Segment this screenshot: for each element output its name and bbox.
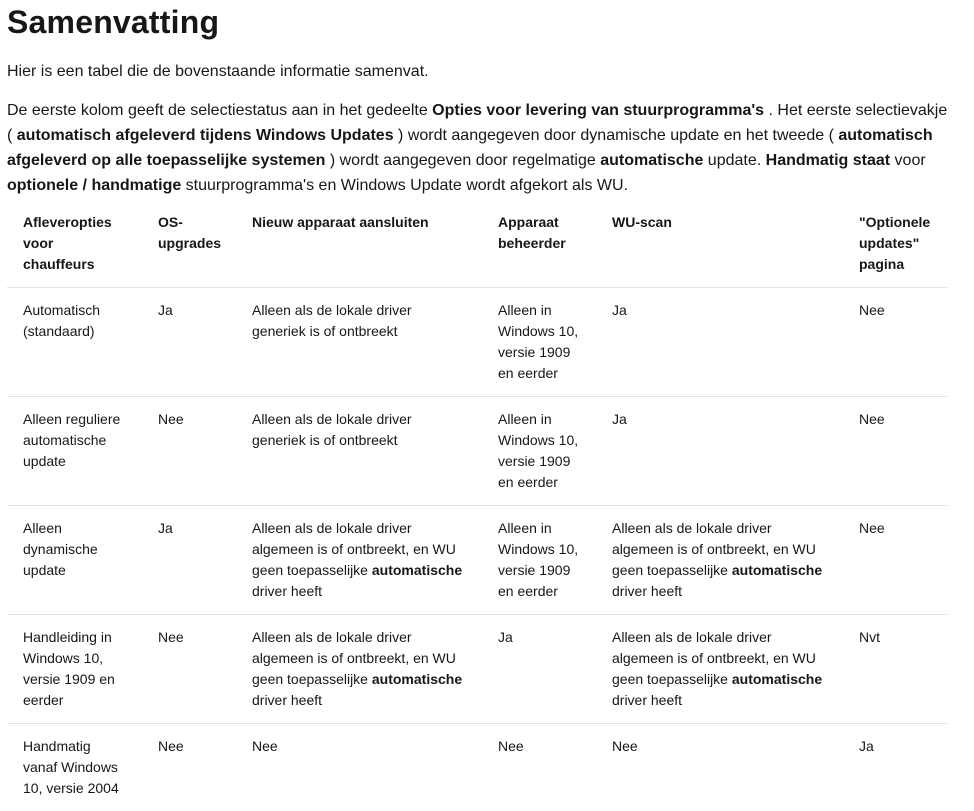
table-cell: Ja	[142, 288, 236, 397]
table-row	[7, 288, 947, 397]
table-cell: Alleen in Windows 10, versie 1909 en eerder	[482, 288, 596, 397]
column-header: Nieuw apparaat aansluiten	[236, 209, 482, 288]
table-header-row	[7, 209, 947, 288]
table-row	[7, 615, 947, 724]
table-cell: Nee	[142, 724, 236, 811]
table-row	[7, 724, 947, 811]
table-cell: Ja	[843, 724, 947, 811]
table-cell: Ja	[482, 615, 596, 724]
intro-paragraph: Hier is een tabel die de bovenstaande informatie samenvat.	[7, 59, 967, 84]
summary-table	[7, 209, 947, 811]
table-cell: Alleen reguliere automatische update	[7, 397, 142, 506]
table-cell: Alleen als de lokale driver generiek is of ontbreekt	[236, 397, 482, 506]
table-row	[7, 506, 947, 615]
table-cell: Alleen als de lokale driver algemeen is of ontbreekt, en WU geen toepasselijke automatische driver heeft	[236, 615, 482, 724]
column-header: Afleveropties voor chauffeurs	[7, 209, 142, 288]
table-cell: Ja	[142, 506, 236, 615]
table-cell: Alleen als de lokale driver algemeen is of ontbreekt, en WU geen toepasselijke automatische driver heeft	[236, 506, 482, 615]
table-cell: Ja	[596, 397, 843, 506]
table-cell: Ja	[596, 288, 843, 397]
column-header: WU-scan	[596, 209, 843, 288]
table-cell: Handmatig vanaf Windows 10, versie 2004	[7, 724, 142, 811]
table-cell: Alleen als de lokale driver algemeen is of ontbreekt, en WU geen toepasselijke automatische driver heeft	[596, 506, 843, 615]
table-cell: Nvt	[843, 615, 947, 724]
column-header: "Optionele updates" pagina	[843, 209, 947, 288]
table-cell: Alleen dynamische update	[7, 506, 142, 615]
table-cell: Nee	[843, 506, 947, 615]
column-header: Apparaat beheerder	[482, 209, 596, 288]
table-cell: Handleiding in Windows 10, versie 1909 en eerder	[7, 615, 142, 724]
description-paragraph: De eerste kolom geeft de selectiestatus aan in het gedeelte Opties voor levering van stuurprogramma's . Het eerste selectievakje ( automatisch afgeleverd tijdens Windows Updates ) wordt aangegeven door dynamische update en het tweede ( automatisch afgeleverd op alle toepasselijke systemen ) wordt aangegeven door regelmatige automatische update. Handmatig staat voor optionele / handmatige stuurprogramma's en Windows Update wordt afgekort als WU.	[7, 98, 957, 198]
page-title: Samenvatting	[7, 0, 967, 42]
table-cell: Nee	[142, 397, 236, 506]
table-cell: Nee	[843, 288, 947, 397]
table-cell: Alleen als de lokale driver algemeen is of ontbreekt, en WU geen toepasselijke automatische driver heeft	[596, 615, 843, 724]
table-cell: Nee	[843, 397, 947, 506]
table-cell: Nee	[596, 724, 843, 811]
table-cell: Automatisch (standaard)	[7, 288, 142, 397]
table-row	[7, 397, 947, 506]
table-cell: Nee	[142, 615, 236, 724]
table-cell: Nee	[236, 724, 482, 811]
table-cell: Alleen in Windows 10, versie 1909 en eerder	[482, 397, 596, 506]
column-header: OS-upgrades	[142, 209, 236, 288]
table-cell: Nee	[482, 724, 596, 811]
table-cell: Alleen in Windows 10, versie 1909 en eerder	[482, 506, 596, 615]
table-cell: Alleen als de lokale driver generiek is of ontbreekt	[236, 288, 482, 397]
